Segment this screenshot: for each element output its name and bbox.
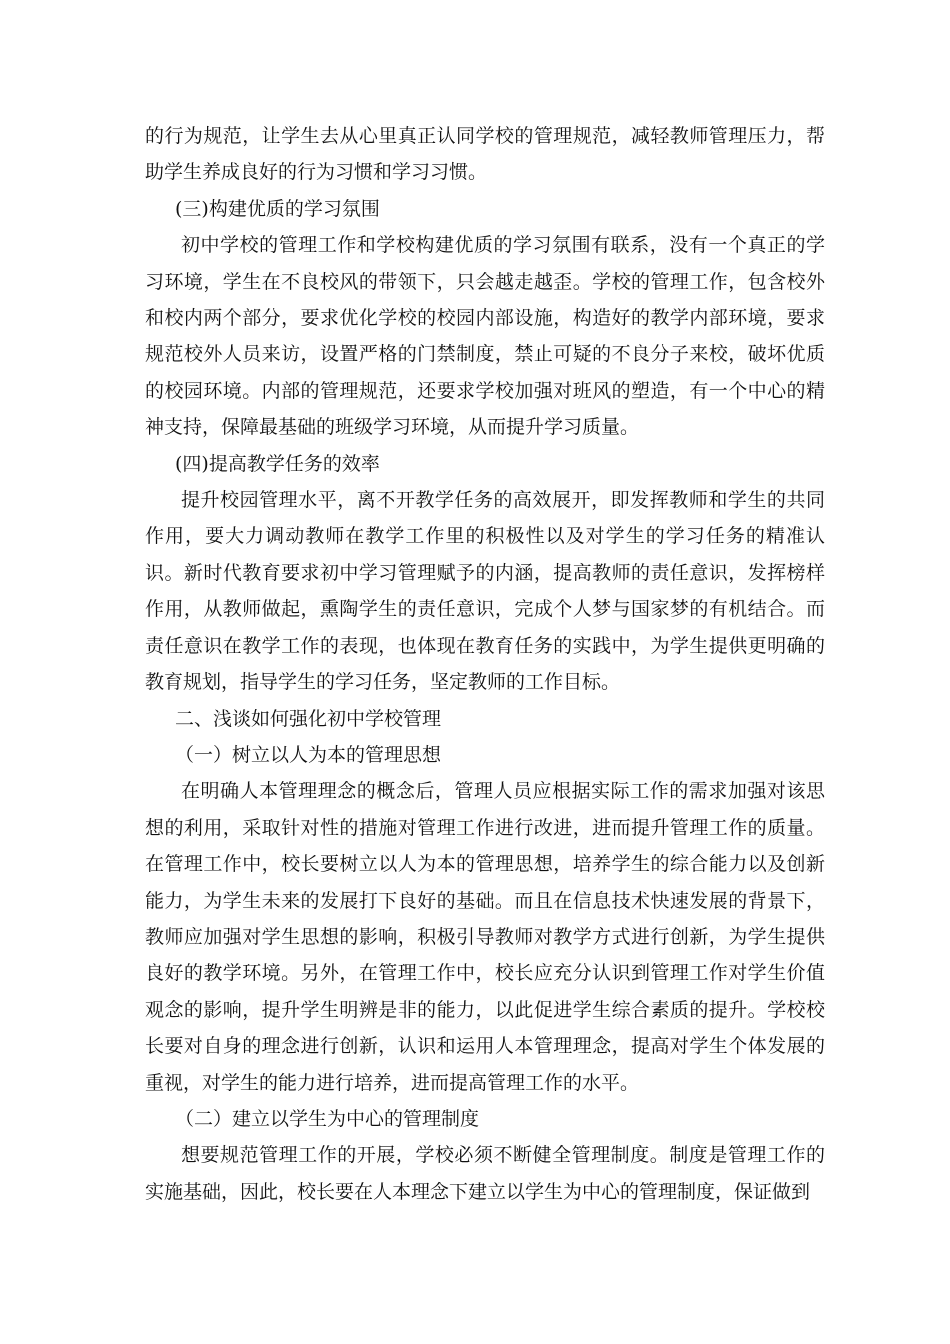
subsection-heading-2: （二）建立以学生为中心的管理制度 [175,1107,480,1130]
section-heading-4: (四)提高教学任务的效率 [175,452,380,475]
paragraph-teaching-efficiency: 提升校园管理水平，离不开教学任务的高效展开，即发挥教师和学生的共同作用，要大力调动教师在教学工作里的积极性以及对学生的学习任务的精准认识。新时代教育要求初中学习管理赋予的内涵，提高教师的责任意识，发挥榜样作用，从教师做起，熏陶学生的责任意识，完成个人梦与国家梦的有机结合。而责任意识在教学工作的表现，也体现在教育任务的实践中，为学生提供更明确的教育规划，指导学生的学习任务，坚定教师的工作目标。 [145,489,825,694]
paragraph-learning-atmosphere: 初中学校的管理工作和学校构建优质的学习氛围有联系，没有一个真正的学习环境，学生在不良校风的带领下，只会越走越歪。学校的管理工作，包含校外和校内两个部分，要求优化学校的校园内部设施，构造好的教学内部环境，要求规范校外人员来访，设置严格的门禁制度，禁止可疑的不良分子来校，破坏优质的校园环境。内部的管理规范，还要求学校加强对班风的塑造，有一个中心的精神支持，保障最基础的班级学习环境，从而提升学习质量。 [145,234,825,439]
subsection-heading-1: （一）树立以人为本的管理思想 [175,743,442,766]
section-heading-3: (三)构建优质的学习氛围 [175,197,380,220]
chapter-heading-2: 二、浅谈如何强化初中学校管理 [175,707,442,730]
paragraph-continued: 的行为规范，让学生去从心里真正认同学校的管理规范，减轻教师管理压力，帮助学生养成良好的行为习惯和学习习惯。 [145,125,825,184]
document-body [145,118,825,1210]
paragraph-management-system: 想要规范管理工作的开展，学校必须不断健全管理制度。制度是管理工作的实施基础，因此，校长要在人本理念下建立以学生为中心的管理制度，保证做到 [145,1144,825,1203]
paragraph-people-oriented: 在明确人本管理理念的概念后，管理人员应根据实际工作的需求加强对该思想的利用，采取针对性的措施对管理工作进行改进，进而提升管理工作的质量。在管理工作中，校长要树立以人为本的管理思想，培养学生的综合能力以及创新能力，为学生未来的发展打下良好的基础。而且在信息技术快速发展的背景下，教师应加强对学生思想的影响，积极引导教师对教学方式进行创新，为学生提供良好的教学环境。另外，在管理工作中，校长应充分认识到管理工作对学生价值观念的影响，提升学生明辨是非的能力，以此促进学生综合素质的提升。学校校长要对自身的理念进行创新，认识和运用人本管理理念，提高对学生个体发展的重视，对学生的能力进行培养，进而提高管理工作的水平。 [145,780,825,1094]
